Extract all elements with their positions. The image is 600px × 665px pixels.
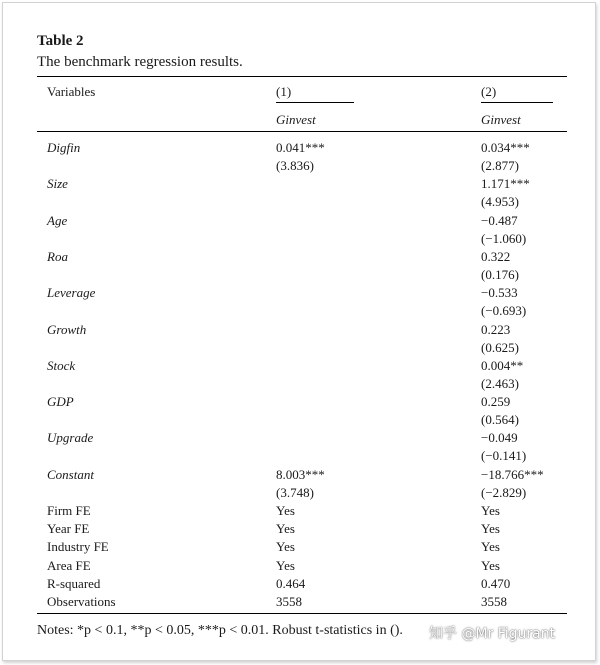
table-figure	[2, 2, 596, 661]
coefficient-col2: 0.034***	[481, 140, 530, 155]
watermark: 知乎 @Mr Figurant	[429, 626, 556, 642]
stat-name: Year FE	[47, 521, 90, 537]
coefficient-col2: −0.487	[481, 212, 518, 228]
col1-header: (1)	[276, 84, 292, 99]
stat-value-col2: 0.470	[481, 575, 511, 591]
t-stat-col2: (4.953)	[481, 194, 519, 210]
t-stat-col1: (3.836)	[276, 158, 314, 173]
t-stat-col2: (−0.693)	[481, 303, 527, 319]
variable-name: Upgrade	[47, 430, 94, 446]
variable-name: Digfin	[47, 140, 81, 155]
table-subtitle: The benchmark regression results.	[37, 54, 243, 70]
t-stat-col2: (2.877)	[481, 158, 519, 173]
t-stat-col2: (0.176)	[481, 266, 519, 282]
coefficient-col2: −18.766***	[481, 466, 544, 482]
stat-value-col1: Yes	[276, 539, 295, 555]
stat-value-col1: Yes	[276, 557, 295, 573]
coefficient-col1: 0.041***	[276, 140, 325, 155]
top-rule	[37, 76, 567, 77]
col1-dependent-var: Ginvest	[276, 112, 316, 127]
variable-name: Leverage	[47, 285, 96, 301]
t-stat-col2: (−1.060)	[481, 230, 527, 246]
stat-value-col2: Yes	[481, 503, 500, 518]
col1-header-rule	[276, 102, 354, 103]
variable-name: GDP	[47, 394, 74, 410]
stat-value-col1: Yes	[276, 503, 295, 518]
stat-value-col2: 3558	[481, 594, 507, 609]
variable-name: Growth	[47, 321, 87, 337]
stat-name: Observations	[47, 594, 116, 609]
coefficient-col2: −0.049	[481, 430, 518, 446]
variable-name: Roa	[47, 248, 68, 264]
col2-dependent-var: Ginvest	[481, 112, 521, 127]
coefficient-col2: 0.322	[481, 248, 511, 264]
bottom-rule	[37, 613, 567, 614]
coefficient-col2: 0.004**	[481, 357, 524, 373]
table-title: Table 2	[37, 33, 84, 49]
coefficient-col2: 0.223	[481, 321, 511, 337]
variables-header: Variables	[47, 84, 96, 99]
stat-value-col2: Yes	[481, 557, 500, 573]
variable-name: Stock	[47, 357, 76, 373]
stat-value-col2: Yes	[481, 521, 500, 537]
variable-name: Constant	[47, 466, 94, 482]
coefficient-col2: 1.171***	[481, 176, 530, 192]
header-rule	[37, 131, 567, 132]
stat-name: Industry FE	[47, 539, 109, 555]
stat-value-col2: Yes	[481, 539, 500, 555]
stat-name: R-squared	[47, 575, 101, 591]
variable-name: Size	[47, 176, 68, 192]
stat-name: Area FE	[47, 557, 91, 573]
col2-header-rule	[481, 102, 553, 103]
stat-value-col1: 3558	[276, 594, 302, 609]
coefficient-col2: −0.533	[481, 285, 518, 301]
table-notes: Notes: *p < 0.1, **p < 0.05, ***p < 0.01. Robust t-statistics in ().	[37, 623, 403, 638]
stat-name: Firm FE	[47, 503, 91, 518]
stat-value-col1: Yes	[276, 521, 295, 537]
t-stat-col1: (3.748)	[276, 484, 314, 500]
t-stat-col2: (0.564)	[481, 412, 519, 428]
stat-value-col1: 0.464	[276, 575, 306, 591]
t-stat-col2: (−0.141)	[481, 448, 527, 464]
t-stat-col2: (0.625)	[481, 339, 519, 355]
variable-name: Age	[47, 212, 68, 228]
t-stat-col2: (−2.829)	[481, 484, 527, 500]
col2-header: (2)	[481, 84, 497, 99]
t-stat-col2: (2.463)	[481, 375, 519, 391]
coefficient-col1: 8.003***	[276, 466, 325, 482]
coefficient-col2: 0.259	[481, 394, 511, 410]
